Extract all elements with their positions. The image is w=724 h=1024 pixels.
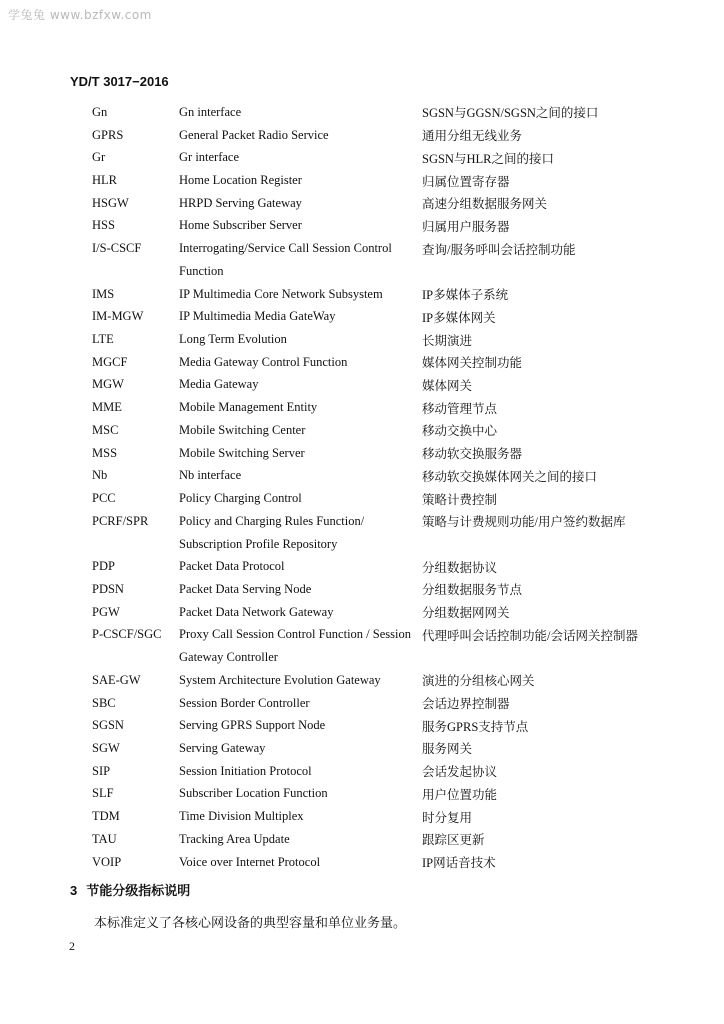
abbreviation-cell: TAU <box>92 831 117 846</box>
chinese-term-cell <box>422 260 692 283</box>
abbreviation-cell: SGW <box>92 740 120 755</box>
watermark: 学兔兔 www.bzfxw.com <box>8 8 152 22</box>
table-row <box>92 578 692 601</box>
english-term-cell: Gn interface <box>179 104 242 119</box>
chinese-term-cell <box>422 646 692 669</box>
chinese-term-cell: 分组数据网网关 <box>422 606 510 621</box>
table-row <box>92 760 692 783</box>
abbreviation-cell: LTE <box>92 332 114 347</box>
abbreviation-cell: PDSN <box>92 581 124 596</box>
table-row <box>92 510 692 533</box>
table-row <box>92 260 692 283</box>
abbreviation-cell <box>92 533 179 556</box>
table-row <box>92 646 692 669</box>
abbreviation-cell: SBC <box>92 695 116 710</box>
abbreviation-cell: PCRF/SPR <box>92 513 149 528</box>
page-number: 2 <box>69 939 75 953</box>
table-row <box>92 533 692 556</box>
abbreviation-cell: MME <box>92 400 122 415</box>
table-row <box>92 374 692 397</box>
abbreviation-cell: GPRS <box>92 127 124 142</box>
chinese-term-cell: IP多媒体子系统 <box>422 288 509 303</box>
abbreviation-cell: HSGW <box>92 195 129 210</box>
english-term-cell: Time Division Multiplex <box>179 809 304 824</box>
abbreviation-cell: Gr <box>92 150 106 165</box>
english-term-cell: Mobile Switching Center <box>179 422 306 437</box>
english-term-cell: Home Location Register <box>179 173 302 188</box>
table-row <box>92 783 692 806</box>
abbreviation-cell: MGW <box>92 377 124 392</box>
table-row <box>92 805 692 828</box>
abbreviation-cell: HLR <box>92 173 117 188</box>
abbreviation-cell: MSC <box>92 422 119 437</box>
english-term-cell: Policy Charging Control <box>179 491 302 506</box>
chinese-term-cell: 会话发起协议 <box>422 765 498 780</box>
chinese-term-cell: 归属用户服务器 <box>422 219 510 234</box>
section-title: 节能分级指标说明 <box>86 883 191 898</box>
chinese-term-cell: IP多媒体网关 <box>422 310 496 325</box>
table-row <box>92 215 692 238</box>
chinese-term-cell: 分组数据协议 <box>422 560 498 575</box>
english-term-cell: Session Border Controller <box>179 695 310 710</box>
english-term-cell: IP Multimedia Media GateWay <box>179 309 336 324</box>
chinese-term-cell: 分组数据服务节点 <box>422 583 523 598</box>
abbreviation-cell: MGCF <box>92 354 128 369</box>
english-term-cell: Packet Data Protocol <box>179 559 285 574</box>
table-row <box>92 828 692 851</box>
chinese-term-cell: 高速分组数据服务网关 <box>422 197 548 212</box>
abbreviation-cell: HSS <box>92 218 115 233</box>
table-row <box>92 237 692 260</box>
chinese-term-cell: 跟踪区更新 <box>422 833 485 848</box>
abbreviation-table <box>92 101 692 873</box>
table-row <box>92 442 692 465</box>
table-row <box>92 624 692 647</box>
english-term-cell: Mobile Switching Server <box>179 445 305 460</box>
chinese-term-cell: 服务网关 <box>422 742 473 757</box>
english-term-cell: Packet Data Network Gateway <box>179 604 334 619</box>
english-term-cell: Subscriber Location Function <box>179 786 328 801</box>
table-row <box>92 714 692 737</box>
abbreviation-cell: MSS <box>92 445 118 460</box>
chinese-term-cell: 媒体网关控制功能 <box>422 356 523 371</box>
abbreviation-cell: SIP <box>92 763 111 778</box>
chinese-term-cell: 移动管理节点 <box>422 401 498 416</box>
abbreviation-cell: SAE-GW <box>92 672 141 687</box>
chinese-term-cell: 会话边界控制器 <box>422 697 510 712</box>
abbreviation-cell: PDP <box>92 559 115 574</box>
english-term-cell: HRPD Serving Gateway <box>179 195 302 210</box>
body-paragraph: 本标准定义了各核心网设备的典型容量和单位业务量。 <box>94 915 407 930</box>
abbreviation-cell: IMS <box>92 286 115 301</box>
table-row <box>92 169 692 192</box>
english-term-cell: Function <box>179 263 224 278</box>
english-term-cell: Media Gateway Control Function <box>179 354 348 369</box>
chinese-term-cell: 策略计费控制 <box>422 492 498 507</box>
table-row <box>92 124 692 147</box>
english-term-cell: Tracking Area Update <box>179 831 290 846</box>
english-term-cell: Voice over Internet Protocol <box>179 854 321 869</box>
abbreviation-cell: P-CSCF/SGC <box>92 627 162 642</box>
table-row <box>92 737 692 760</box>
english-term-cell: Gateway Controller <box>179 650 278 665</box>
english-term-cell: Packet Data Serving Node <box>179 581 312 596</box>
abbreviation-cell: VOIP <box>92 854 122 869</box>
english-term-cell: Home Subscriber Server <box>179 218 302 233</box>
abbreviation-cell <box>92 646 179 669</box>
chinese-term-cell: 查询/服务呼叫会话控制功能 <box>422 242 576 257</box>
abbreviation-cell: IM-MGW <box>92 309 144 324</box>
english-term-cell: Serving GPRS Support Node <box>179 718 326 733</box>
chinese-term-cell: 移动交换中心 <box>422 424 498 439</box>
chinese-term-cell: IP网话音技术 <box>422 856 496 871</box>
abbreviation-cell: SLF <box>92 786 114 801</box>
table-row <box>92 283 692 306</box>
table-row <box>92 419 692 442</box>
table-row <box>92 146 692 169</box>
table-row <box>92 851 692 874</box>
chinese-term-cell: 代理呼叫会话控制功能/会话网关控制器 <box>422 628 638 643</box>
chinese-term-cell <box>422 533 692 556</box>
table-row <box>92 465 692 488</box>
table-row <box>92 601 692 624</box>
english-term-cell: Nb interface <box>179 468 242 483</box>
abbreviation-cell: TDM <box>92 809 120 824</box>
table-row <box>92 351 692 374</box>
chinese-term-cell: 策略与计费规则功能/用户签约数据库 <box>422 515 626 530</box>
english-term-cell: Session Initiation Protocol <box>179 763 312 778</box>
english-term-cell: Media Gateway <box>179 377 259 392</box>
table-row <box>92 305 692 328</box>
chinese-term-cell: 归属位置寄存器 <box>422 174 510 189</box>
chinese-term-cell: 长期演进 <box>422 333 473 348</box>
chinese-term-cell: 移动软交换服务器 <box>422 447 523 462</box>
english-term-cell: Gr interface <box>179 150 240 165</box>
table-row <box>92 396 692 419</box>
chinese-term-cell: SGSN与HLR之间的接口 <box>422 151 554 166</box>
abbreviation-cell: PGW <box>92 604 120 619</box>
table-row <box>92 487 692 510</box>
english-term-cell: Proxy Call Session Control Function / Session <box>179 627 411 642</box>
english-term-cell: Mobile Management Entity <box>179 400 318 415</box>
english-term-cell: Policy and Charging Rules Function/ <box>179 513 365 528</box>
chinese-term-cell: 通用分组无线业务 <box>422 129 523 144</box>
chinese-term-cell: 用户位置功能 <box>422 787 498 802</box>
section-heading <box>70 880 199 899</box>
section-number: 3 <box>70 883 78 898</box>
table-row <box>92 328 692 351</box>
abbreviation-cell: Nb <box>92 468 108 483</box>
english-term-cell: IP Multimedia Core Network Subsystem <box>179 286 383 301</box>
english-term-cell: System Architecture Evolution Gateway <box>179 672 381 687</box>
table-row <box>92 555 692 578</box>
abbreviation-table-body <box>92 101 692 873</box>
table-row <box>92 192 692 215</box>
chinese-term-cell: 时分复用 <box>422 810 473 825</box>
chinese-term-cell: SGSN与GGSN/SGSN之间的接口 <box>422 106 599 121</box>
chinese-term-cell: 媒体网关 <box>422 378 473 393</box>
english-term-cell: General Packet Radio Service <box>179 127 329 142</box>
table-row <box>92 669 692 692</box>
chinese-term-cell: 移动软交换媒体网关之间的接口 <box>422 469 598 484</box>
english-term-cell: Long Term Evolution <box>179 332 287 347</box>
abbreviation-cell: I/S-CSCF <box>92 241 142 256</box>
english-term-cell: Subscription Profile Repository <box>179 536 338 551</box>
standard-number: YD/T 3017−2016 <box>70 74 169 89</box>
english-term-cell: Serving Gateway <box>179 740 266 755</box>
table-row <box>92 692 692 715</box>
chinese-term-cell: 服务GPRS支持节点 <box>422 719 529 734</box>
chinese-term-cell: 演进的分组核心网关 <box>422 674 535 689</box>
english-term-cell: Interrogating/Service Call Session Control <box>179 241 392 256</box>
abbreviation-cell: SGSN <box>92 718 124 733</box>
abbreviation-cell: PCC <box>92 491 116 506</box>
abbreviation-cell <box>92 260 179 283</box>
table-row <box>92 101 692 124</box>
abbreviation-cell: Gn <box>92 104 108 119</box>
